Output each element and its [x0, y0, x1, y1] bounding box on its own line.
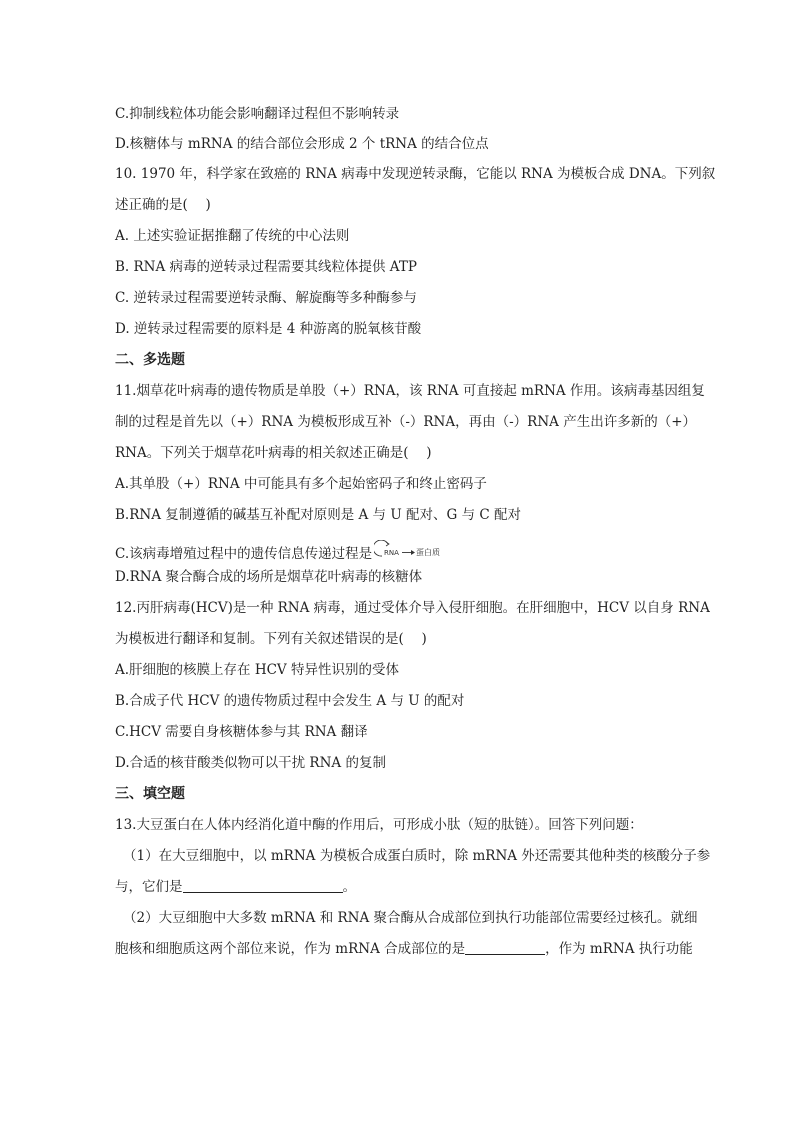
q11-option-b: B.RNA 复制遵循的碱基互补配对原则是 A 与 U 配对、G 与 C 配对 [115, 507, 522, 523]
q13-part2-suffix: ，作为 mRNA 执行功能 [545, 941, 693, 957]
q10-stem-line2: 述正确的是( ) [115, 197, 211, 213]
q11-stem-line1: 11.烟草花叶病毒的遗传物质是单股（+）RNA，该 RNA 可直接起 mRNA 作用。该病毒基因组复 [115, 383, 705, 399]
q12-option-d: D.合适的核苷酸类似物可以干扰 RNA 的复制 [115, 755, 386, 771]
q13-part2-line1: （2）大豆细胞中大多数 mRNA 和 RNA 聚合酶从合成部位到执行功能部位需要经过核孔。就细 [123, 910, 698, 926]
q13-part2-line2 [115, 939, 693, 959]
q11-option-c-text: C.该病毒增殖过程中的遗传信息传递过程是 [115, 546, 373, 562]
q12-stem-line2: 为模板进行翻译和复制。下列有关叙述错误的是( ) [115, 631, 427, 647]
q10-option-a: A. 上述实验证据推翻了传统的中心法则 [115, 228, 350, 244]
node-protein: 蛋白质 [416, 548, 441, 557]
q11-option-c [115, 540, 458, 568]
answer-blank-2[interactable] [465, 940, 545, 955]
q9-option-d: D.核糖体与 mRNA 的结合部位会形成 2 个 tRNA 的结合位点 [115, 136, 489, 152]
section-heading-fill-in: 三、填空题 [115, 786, 185, 802]
answer-blank-1[interactable] [183, 878, 343, 893]
q11-stem-line3: RNA。下列关于烟草花叶病毒的相关叙述正确是( ) [115, 445, 432, 461]
q12-option-a: A.肝细胞的核膜上存在 HCV 特异性识别的受体 [115, 662, 399, 678]
q13-part1-prefix: 与，它们是 [115, 879, 183, 895]
q10-option-d: D. 逆转录过程需要的原料是 4 种游离的脱氧核苷酸 [115, 321, 422, 337]
q12-option-c: C.HCV 需要自身核糖体参与其 RNA 翻译 [115, 724, 368, 740]
rna-replication-diagram [374, 540, 458, 568]
q10-option-b: B. RNA 病毒的逆转录过程需要其线粒体提供 ATP [115, 259, 417, 275]
q12-stem-line1: 12.丙肝病毒(HCV)是一种 RNA 病毒，通过受体介导入侵肝细胞。在肝细胞中，HCV 以自身 RNA [115, 600, 710, 616]
translation-arrowhead-icon [411, 550, 415, 555]
q13-stem-line1: 13.大豆蛋白在人体内经消化道中酶的作用后，可形成小肽（短的肽链）。回答下列问题： [115, 817, 643, 833]
q13-part1-line1: （1）在大豆细胞中，以 mRNA 为模板合成蛋白质时，除 mRNA 外还需要其他种类的核酸分子参 [123, 848, 711, 864]
node-rna: RNA [384, 549, 400, 557]
q11-option-a: A.其单股（+）RNA 中可能具有多个起始密码子和终止密码子 [115, 476, 487, 492]
q10-option-c: C. 逆转录过程需要逆转录酶、解旋酶等多种酶参与 [115, 290, 417, 306]
q10-stem-line1: 10. 1970 年，科学家在致癌的 RNA 病毒中发现逆转录酶，它能以 RNA 为模板合成 DNA。下列叙 [115, 166, 716, 182]
q12-option-b: B.合成子代 HCV 的遗传物质过程中会发生 A 与 U 的配对 [115, 693, 465, 709]
q11-option-d: D.RNA 聚合酶合成的场所是烟草花叶病毒的核糖体 [115, 569, 423, 585]
q9-option-c: C.抑制线粒体功能会影响翻译过程但不影响转录 [115, 106, 400, 122]
q13-part1-line2 [115, 877, 356, 897]
q13-part1-suffix: 。 [342, 879, 356, 895]
section-heading-multiple-choice: 二、多选题 [115, 352, 185, 368]
q13-part2-prefix: 胞核和细胞质这两个部位来说，作为 mRNA 合成部位的是 [115, 941, 466, 957]
q11-stem-line2: 制的过程是首先以（+）RNA 为模板形成互补（-）RNA，再由（-）RNA 产生出许多新的（+） [115, 414, 697, 430]
